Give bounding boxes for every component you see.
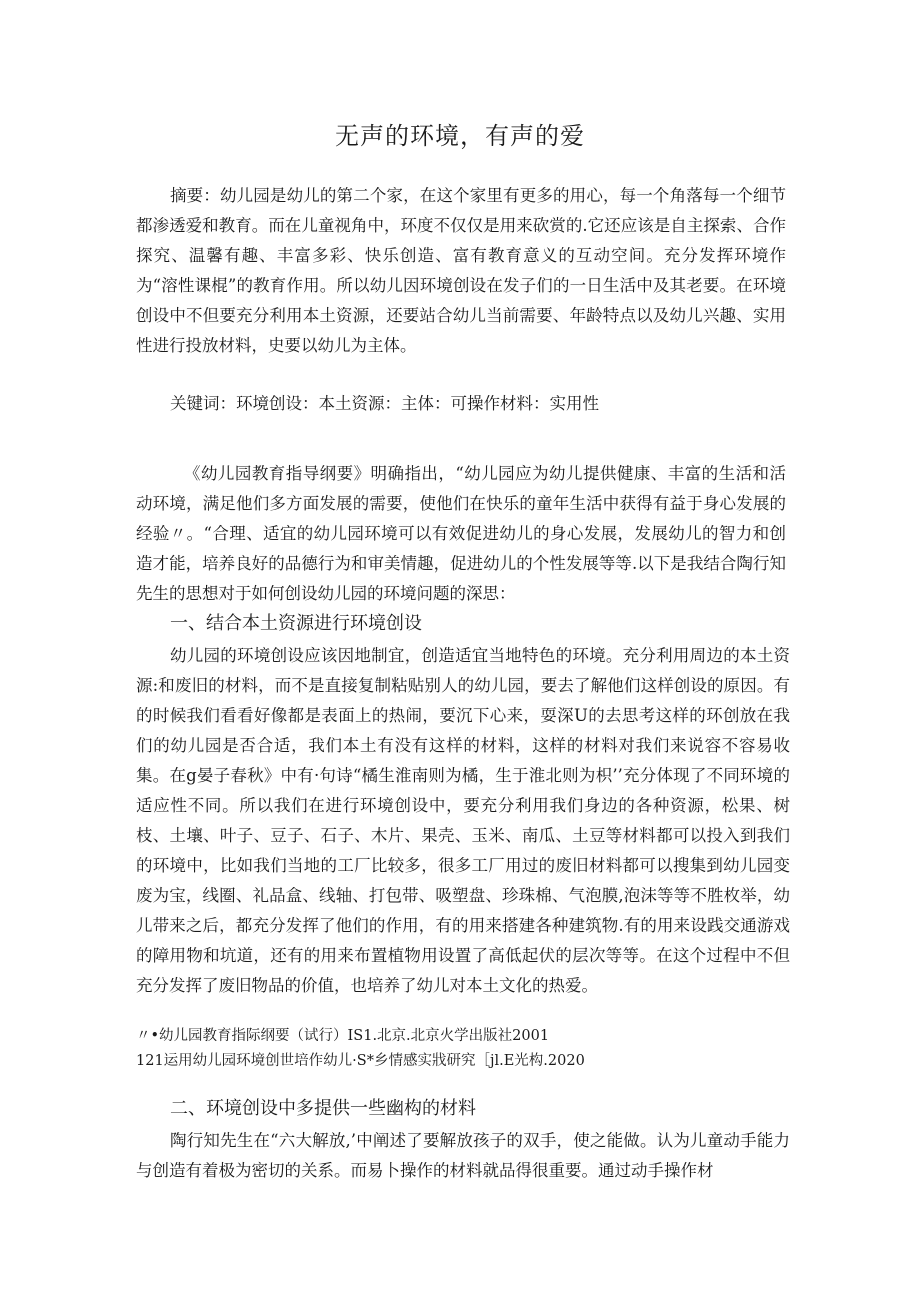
footnote-2: 121运用幼儿园环境创世培作幼儿·S*乡情感实戕研究［jl.E光构.2020 xyxy=(136,1053,585,1069)
abstract-paragraph: 摘要：幼儿园是幼儿的第二个家，在这个家里有更多的用心，每一个角落每一个细节都渗透爱和教育。而在儿童视角中，环度不仅仅是用来砍赏的.它还应该是自主探索、合作探究、温馨有趣、丰富多彩、快乐创造、富有教育意义的互动空间。充分发挥环境作为“溶性课棍”的教育作用。所以幼儿因环境创设在发子们的一日生活中及其老要。在环境创设中不但要充分利用本土资源，还要站合幼儿当前需要、年龄特点以及幼儿兴趣、实用性进行投放材料，史要以幼儿为主体。 xyxy=(136,186,786,355)
footnote-1: 〃•幼儿园教育指际纲要（试行）IS1.北京.北京火学出版社2001 xyxy=(136,1028,550,1044)
intro-paragraph: 《幼儿园教育指导纲要》明确指出，“幼儿园应为幼儿提供健康、丰富的生活和活动环境，满足他们多方面发展的需要，使他们在快乐的童年生活中获得有益于身心发展的经验〃。“合理、适宜的幼儿园环境可以有效促进幼儿的身心发展，发展幼儿的智力和创造才能，培养良好的品德行为和审美情趣，促进幼儿的个性发展等等.以下是我结合陶行知先生的思想对于如何创设幼儿园的环境问题的深思： xyxy=(136,464,786,603)
footnotes xyxy=(136,1024,796,1074)
section-1-body: 幼儿园的环境创设应该因地制宜，创造适宜当地特色的环境。充分利用周边的本土资源:和废旧的材料，而不是直接复制粘贴别人的幼儿园，要去了解他们这样创设的原因。有的时候我们看看好像都是表面上的热闹，要沉下心来，耍深U的去思考这样的环创放在我们的幼儿园是否合适，我们本土有没有这样的材料，这样的材料对我们来说容不容易收集。在g晏子春秋》中有·句诗“橘生淮南则为橘，生于淮北则为枳’’充分体现了不同环境的适应性不同。所以我们在进行环境创设中，要充分利用我们身边的各种资源，松果、树枝、土壤、叶子、豆子、石子、木片、果壳、玉米、南瓜、土豆等材料都可以投入到我们的环境中，比如我们当地的工厂比较多，很多工厂用过的废旧材料都可以搜集到幼儿园变废为宝，线圈、礼品盒、线轴、打包带、吸塑盘、珍珠棉、气泡膜,泡沫等等不胜枚举，幼儿带来之后，都充分发挥了他们的作用，有的用来搭建各种建筑物.有的用来设践交通游戏的障用物和坑道，还有的用来布置植物用设置了高低起伏的层次等等。在这个过程中不但充分发挥了废旧物品的价值，也培养了幼儿对本土文化的热爱。 xyxy=(136,646,790,995)
document-title: 无声的环境，有声的爱 xyxy=(335,122,585,150)
section-1-heading: 一、结合本土资源进行环境创设 xyxy=(170,613,422,634)
keywords-line: 关键词：环境创设：本土资源：主体：可操作材料：实用性 xyxy=(170,394,599,413)
section-2-heading: 二、环境创设中多提供一些幽构的材料 xyxy=(170,1098,476,1119)
section-2-body: 陶行知先生在“六大解放,’中阐述了要解放孩子的双手，使之能做。认为儿童动手能力与创造有着极为密切的关系。而易卜操作的材料就品得很重要。通过动手操作材 xyxy=(136,1131,790,1180)
